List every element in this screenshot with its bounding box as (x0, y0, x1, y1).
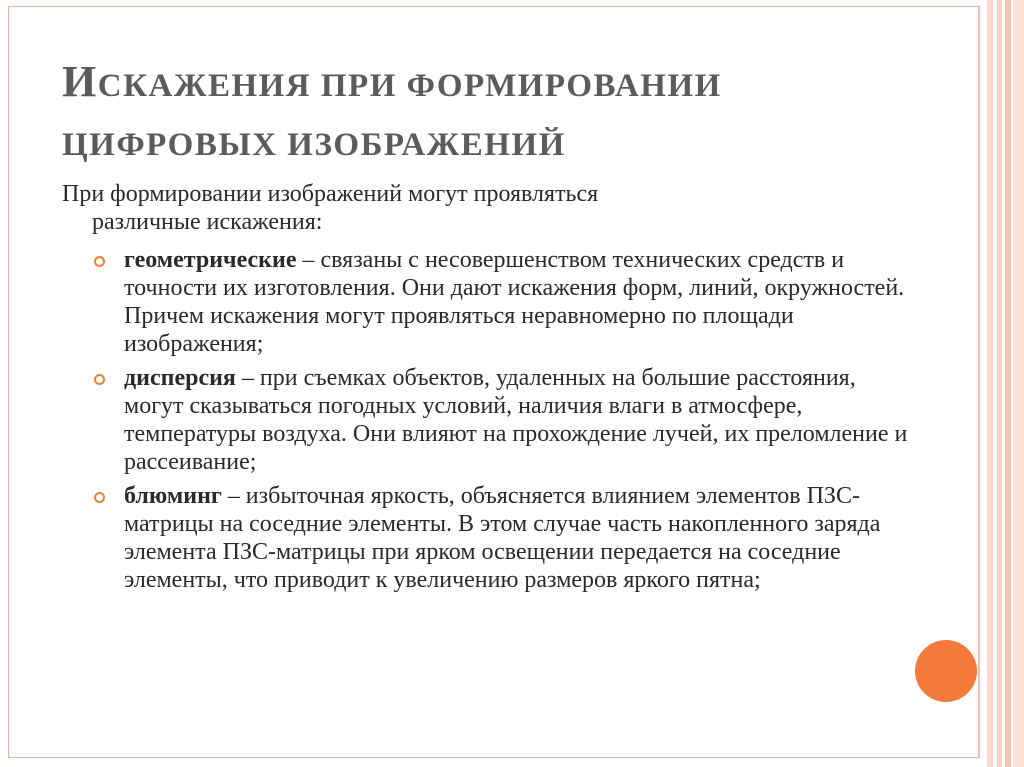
bullet-circle-icon (94, 492, 105, 503)
decor-stripe (1013, 0, 1024, 767)
decor-stripe (987, 0, 993, 767)
intro-line-1: При формировании изображений могут проявляться (62, 181, 599, 207)
bullet-circle-icon (94, 374, 105, 385)
decor-orange-circle (915, 640, 977, 702)
bullet-item-dispersion (94, 364, 914, 476)
title-line-2: ЦИФРОВЫХ ИЗОБРАЖЕНИЙ (62, 127, 566, 163)
bullet-text: – связаны с несовершенством технических средств и точности их изготовления. Они дают искажения форм, линий, окружностей. Причем искажения могут проявляться неравномерно по площади изображения; (124, 247, 905, 357)
decor-stripe (1005, 0, 1011, 767)
bullet-circle-icon (94, 256, 105, 267)
slide-title (62, 54, 922, 173)
bullet-term: блюминг (124, 483, 222, 509)
bullet-list (94, 246, 914, 600)
bullet-text: – при съемках объектов, удаленных на большие расстояния, могут сказываться погодных условий, наличия влаги в атмосфере, температуры воздуха. Они влияют на прохождение лучей, их преломление и рассеивание; (124, 365, 908, 475)
intro-line-2: различные искажения: (92, 209, 323, 235)
bullet-term: геометрические (124, 247, 297, 273)
bullet-term: дисперсия (124, 365, 236, 391)
bullet-item-blooming (94, 482, 914, 594)
bullet-item-geometric (94, 246, 914, 358)
title-line-1: ИСКАЖЕНИЯ ПРИ ФОРМИРОВАНИИ (62, 57, 722, 106)
bullet-text: – избыточная яркость, объясняется влиянием элементов ПЗС-матрицы на соседние элементы. В этом случае часть накопленного заряда элемента ПЗС-матрицы при ярком освещении передается на соседние элементы, что приводит к увеличению размеров яркого пятна; (124, 483, 881, 593)
decor-stripe (997, 0, 1002, 767)
intro-paragraph (62, 180, 882, 236)
